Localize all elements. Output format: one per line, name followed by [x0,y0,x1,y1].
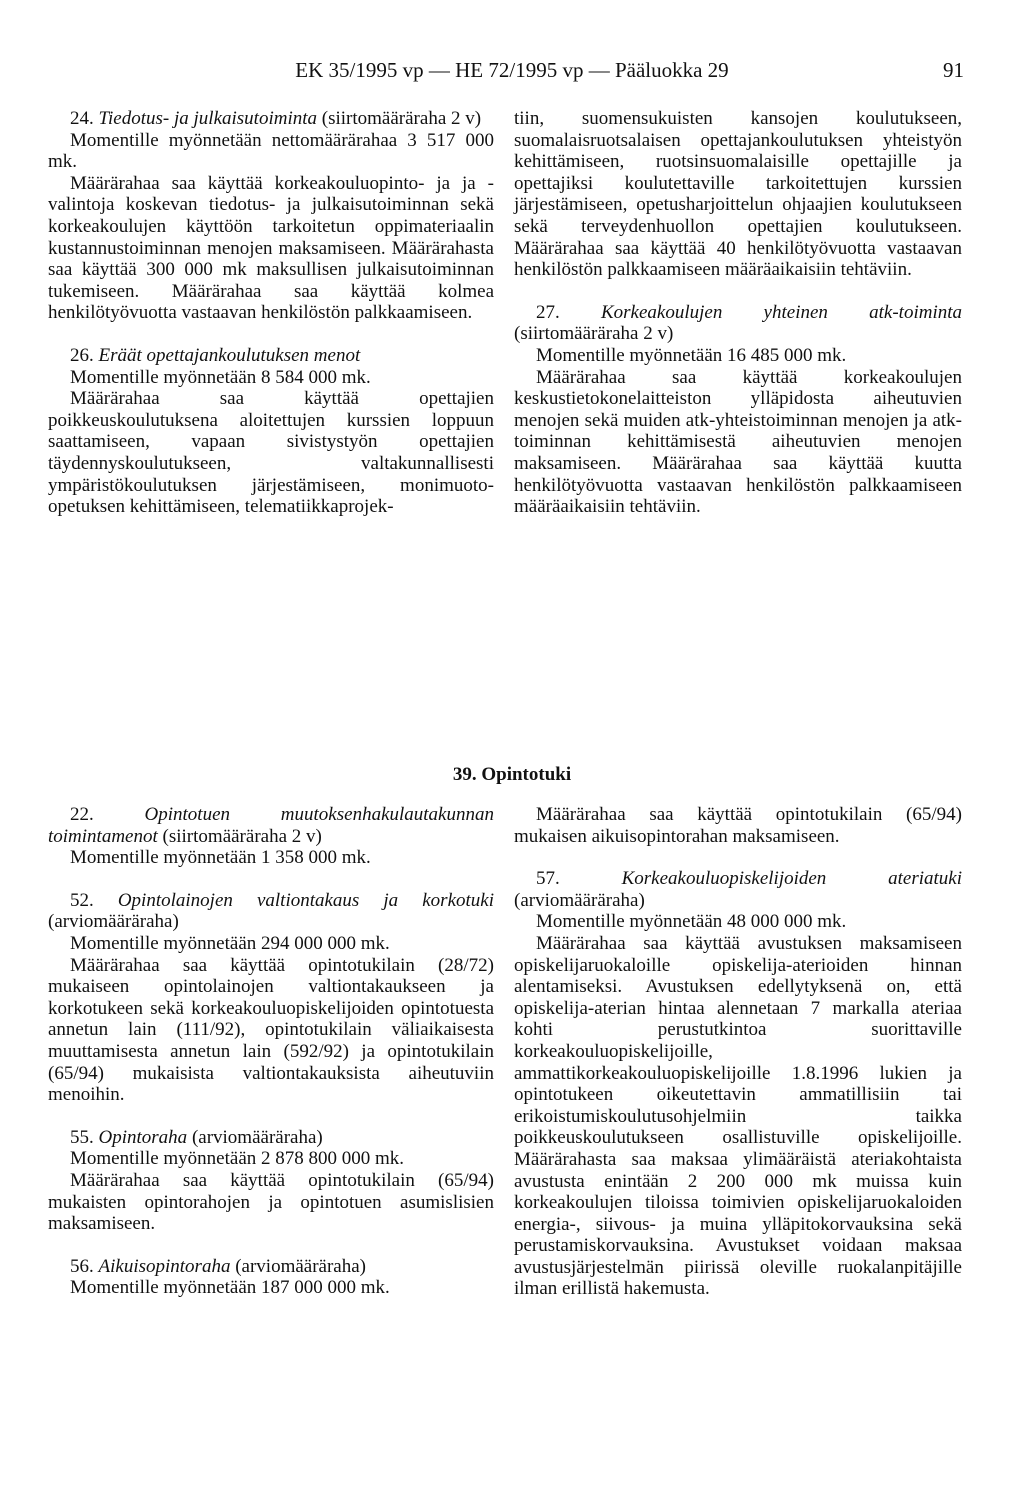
page-number: 91 [943,58,964,82]
item-title: Opintolainojen valtiontakaus ja korkotuki [117,889,494,911]
item-55-body: Määrärahaa saa käyttää opintotukilain (65/94) mukaisten opintorahojen ja opintotuen asumislisien maksamiseen. [48,1169,494,1235]
item-number: 26. [70,344,99,366]
item-24-body: Määrärahaa saa käyttää korkeakouluopinto- ja ja -valintoja koskevan tiedotus- ja julkaisutoiminnan sekä korkeakoulujen käyttöön tarkoitetun oppimateriaalin kustannustoiminnan menojen maksamiseen. Määrärahasta saa käyttää 300 000 mk maksullisen julkaisutoiminnan tukemiseen. Määrärahaa saa käyttää kolmea henkilötyövuotta vastaavan henkilöstön palkkaamiseen. [48,172,494,324]
item-title: Aikuisopintoraha [98,1255,231,1277]
item-57-heading [514,868,962,911]
item-26-heading [48,345,494,367]
item-suffix: (siirtomääräraha 2 v) [317,108,482,129]
item-22-heading [48,804,494,847]
item-55-amount: Momentille myönnetään 2 878 800 000 mk. [70,1148,405,1170]
item-number: 24. [70,108,99,129]
item-52-heading [48,890,494,933]
item-suffix: (arviomääräraha) [514,889,645,911]
item-number: 22. [70,804,145,825]
item-suffix: (siirtomääräraha 2 v) [157,825,322,847]
item-26-body: Määrärahaa saa käyttää opettajien poikkeuskoulutuksena aloitettujen kurssien loppuun saattamiseen, vapaan sivistystyön opettajien täydennyskoulutukseen, valtakunnallisesti ympäristökoulutuksen järjestämiseen, monimuoto-opetuksen kehittämiseen, telematiikkaprojek- [48,388,494,518]
item-title: Tiedotus- ja julkaisutoiminta [98,108,318,129]
section-title: 39. Opintotuki [452,764,572,785]
continuation-text: tiin, suomensukuisten kansojen koulutukseen, suomalaisruotsalaisen opettajankoulutuksen yhteistyön kehittämiseen, ruotsinsuomalaisille opettajille ja opettajiksi koulutettaville tarkoitettujen kurssien järjestämiseen, opetusharjoittelun ohjaajien koulutukseen sekä terveydenhuollon opettajien koulutukseen. Määrärahaa saa käyttää 40 henkilötyövuotta vastaavan henkilöstön palkkaamiseen määräaikaisiin tehtäviin. [514,108,962,281]
item-suffix: (arviomääräraha) [230,1255,366,1277]
item-number: 27. [536,301,601,323]
header-title: EK 35/1995 vp — HE 72/1995 vp — Pääluokka 29 [295,58,729,82]
item-title: Korkeakouluopiskelijoiden ateriatuki [621,868,963,890]
item-52-amount: Momentille myönnetään 294 000 000 mk. [70,932,390,954]
column-bottom-right [514,804,962,1300]
column-top-left [48,108,494,518]
item-27-amount: Momentille myönnetään 16 485 000 mk. [536,344,847,366]
item-number: 52. [70,889,118,911]
item-title: Opintoraha [98,1126,188,1148]
item-26-amount: Momentille myönnetään 8 584 000 mk. [70,366,371,388]
item-24-heading [48,108,494,130]
item-number: 55. [70,1126,99,1148]
item-number: 56. [70,1255,99,1277]
item-57-amount: Momentille myönnetään 48 000 000 mk. [536,911,847,933]
item-22-amount: Momentille myönnetään 1 358 000 mk. [70,847,371,869]
continuation-text: Määrärahaa saa käyttää opintotukilain (65/94) mukaisen aikuisopintorahan maksamiseen. [514,804,962,847]
item-52-body: Määrärahaa saa käyttää opintotukilain (28/72) mukaiseen opintolainojen valtiontakaukseen ja korkotukeen sekä korkeakouluopiskelijoiden opintotuesta annetun lain (111/92), opintotukilain väliaikaisesta muuttamisesta annetun lain (592/92) ja opintotukilain (65/94) mukaisista valtiontakauksista aiheutuviin menoihin. [48,954,494,1106]
item-55-heading [48,1127,494,1149]
item-24-amount: Momentille myönnetään nettomäärärahaa 3 517 000 mk. [48,129,494,173]
item-27-body: Määrärahaa saa käyttää korkeakoulujen keskustietokonelaitteiston ylläpidosta aiheutuvien menojen sekä muiden atk-yhteistoiminnan menojen ja atk-toiminnan kehittämisestä aiheutuvien menojen maksamiseen. Määrärahaa saa käyttää kuutta henkilötyövuotta vastaavan henkilöstön palkkaamiseen määräaikaisiin tehtäviin. [514,366,962,518]
item-title: Eräät opettajankoulutuksen menot [98,344,361,366]
item-title: Opintotuen muutoksenhakulautakunnan toimintamenot [48,804,494,847]
column-bottom-left [48,804,494,1299]
item-suffix: (arviomääräraha) [48,911,179,933]
item-27-heading [514,302,962,345]
page-header [0,58,1024,90]
item-57-body: Määrärahaa saa käyttää avustuksen maksamiseen opiskelijaruokaloille opiskelija-aterioiden hinnan alentamiseksi. Avustuksen edellytyksenä on, että opiskelija-aterian hintaa alennetaan 7 markalla ateriaa kohti perustutkintoa suorittaville korkeakouluopiskelijoille, ammattikorkeakouluopiskelijoille 1.8.1996 lukien ja opintotukeen oikeutettavin ammatillisiin tai erikoistumiskoulutusohjelmiin taikka poikkeuskoulutukseen osallistuville opiskelijoille. Määrärahasta saa maksaa ylimääräistä ateriakohtaista avustusta enintään 2 200 000 mk muissa kuin korkeakoulujen tiloissa toimivien opiskelijaruokaloiden energia-, siivous- ja muina ylläpitokorvauksina sekä perustamiskorvauksina. Avustukset voidaan maksaa avustusjärjestelmän piirissä oleville ruokalanpitäjille ilman erillistä hakemusta. [514,932,962,1300]
item-suffix: (siirtomääräraha 2 v) [514,323,674,345]
column-top-right [514,108,962,518]
item-56-amount: Momentille myönnetään 187 000 000 mk. [70,1277,390,1299]
item-title: Korkeakoulujen yhteinen atk-toiminta [600,301,962,323]
item-56-heading [48,1256,494,1278]
item-number: 57. [536,868,622,890]
item-suffix: (arviomääräraha) [187,1126,323,1148]
